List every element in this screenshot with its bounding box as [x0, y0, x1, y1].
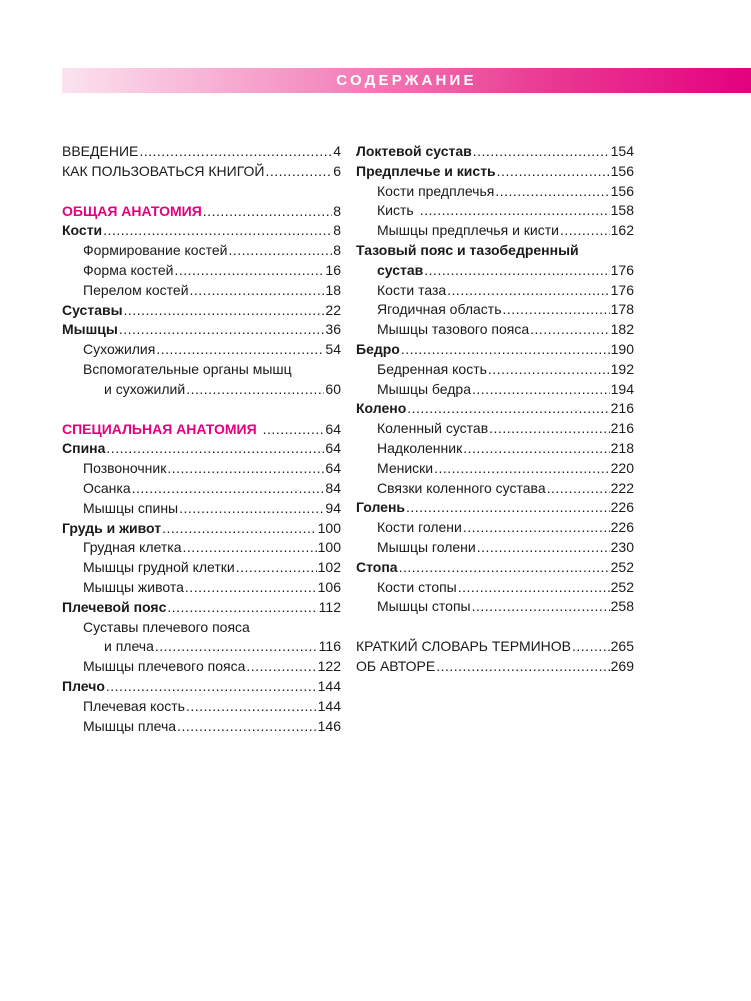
toc-page-number: 144 — [317, 677, 341, 694]
toc-entry-label: Позвоночник — [83, 460, 167, 477]
toc-entry-label: Мышцы грудной клетки — [83, 559, 235, 576]
toc-page-number: 158 — [610, 202, 634, 219]
toc-page-number: 226 — [610, 499, 634, 516]
toc-entry-label: Голень — [356, 499, 405, 516]
toc-leader — [530, 320, 610, 340]
toc-leader — [106, 677, 317, 697]
toc-subentry-menisci[interactable] — [356, 459, 634, 479]
toc-page-number: 22 — [325, 301, 341, 318]
toc-leader — [406, 498, 610, 518]
toc-entry-forearm-hand[interactable] — [356, 162, 634, 182]
toc-entry-chest-abdomen[interactable] — [62, 519, 341, 539]
toc-entry-label: Мышцы плечевого пояса — [83, 658, 246, 675]
toc-page-number: 222 — [610, 479, 634, 496]
toc-page-number: 102 — [317, 559, 341, 576]
toc-right-column — [356, 142, 634, 677]
toc-entry-label: Вспомогательные органы мышц — [83, 360, 292, 377]
toc-page-number: 64 — [325, 420, 341, 437]
toc-leader — [179, 499, 324, 519]
toc-page-number: 54 — [325, 341, 341, 358]
toc-page-number: 156 — [610, 162, 634, 179]
toc-leader — [203, 202, 332, 222]
toc-entry-label: Суставы плечевого пояса — [83, 618, 250, 635]
toc-subentry-rib-cage[interactable] — [62, 538, 341, 558]
toc-subentry-spine[interactable] — [62, 459, 341, 479]
toc-entry-foot[interactable] — [356, 558, 634, 578]
toc-leader — [503, 300, 610, 320]
toc-subentry-forearm-bones[interactable] — [356, 182, 634, 202]
toc-subentry-shoulder-girdle-muscles[interactable] — [62, 657, 341, 677]
toc-entry-label: Мышцы бедра — [377, 380, 472, 397]
toc-subentry-shoulder-muscles[interactable] — [62, 717, 341, 737]
toc-subentry-thigh-muscles[interactable] — [356, 380, 634, 400]
toc-leader — [263, 420, 325, 440]
toc-leader — [401, 340, 610, 360]
toc-entry-label: Кисть — [377, 202, 414, 219]
toc-page-number: 194 — [610, 380, 634, 397]
toc-leader — [477, 538, 610, 558]
toc-leader — [547, 479, 610, 499]
toc-page-number: 64 — [325, 460, 341, 477]
toc-left-column — [62, 142, 341, 736]
toc-leader — [162, 519, 317, 539]
toc-page-number: 8 — [333, 222, 341, 239]
toc-leader — [124, 301, 325, 321]
toc-page-number: 100 — [317, 539, 341, 556]
toc-subentry-foot-bones[interactable] — [356, 578, 634, 598]
toc-leader — [177, 717, 317, 737]
toc-subentry-forearm-hand-muscles[interactable] — [356, 221, 634, 241]
toc-entry-label: Кости — [62, 222, 103, 239]
toc-page-number: 122 — [317, 658, 341, 675]
toc-subentry-foot-muscles[interactable] — [356, 597, 634, 617]
toc-leader — [458, 578, 610, 598]
toc-entry-label: КРАТКИЙ СЛОВАРЬ ТЕРМИНОВ — [356, 638, 572, 655]
toc-entry-how-to[interactable] — [62, 162, 341, 182]
page-title: СОДЕРЖАНИЕ — [336, 72, 477, 89]
toc-entry-label: Стопа — [356, 558, 398, 575]
toc-leader — [463, 518, 610, 538]
toc-entry-label: Грудная клетка — [83, 539, 182, 556]
toc-leader — [236, 558, 317, 578]
toc-page-number: 216 — [610, 400, 634, 417]
toc-entry-label: Плечо — [62, 677, 105, 694]
toc-entry-label: КАК ПОЛЬЗОВАТЬСЯ КНИГОЙ — [62, 162, 265, 179]
toc-subentry-bone-shape[interactable] — [62, 261, 341, 281]
toc-entry-label: Формирование костей — [83, 242, 228, 259]
toc-subentry-posture[interactable] — [62, 479, 341, 499]
toc-page-number: 258 — [610, 598, 634, 615]
toc-entry-shoulder[interactable] — [62, 677, 341, 697]
toc-leader — [489, 419, 609, 439]
toc-page-number: 176 — [610, 261, 634, 278]
toc-page-number: 154 — [610, 143, 634, 159]
toc-leader — [420, 201, 610, 221]
toc-entry-label: Спина — [62, 440, 106, 457]
toc-page-number: 4 — [333, 143, 341, 159]
toc-leader — [119, 320, 325, 340]
toc-entry-label: Кости голени — [377, 519, 462, 536]
toc-entry-label: Грудь и живот — [62, 519, 162, 536]
toc-leader — [167, 598, 317, 618]
toc-leader — [434, 459, 610, 479]
toc-page-number: 230 — [610, 538, 634, 555]
toc-entry-label: Мышцы живота — [83, 578, 184, 595]
toc-entry-intro[interactable] — [62, 142, 341, 162]
toc-page-number: 94 — [325, 499, 341, 516]
toc-leader — [472, 380, 610, 400]
toc-entry-label: и плеча — [104, 638, 154, 655]
toc-entry-label: Тазовый пояс и тазобедренный — [356, 241, 579, 258]
toc-entry-bones[interactable] — [62, 221, 341, 241]
toc-subentry-femur[interactable] — [356, 360, 634, 380]
toc-leader — [167, 459, 324, 479]
toc-leader — [132, 479, 325, 499]
toc-section-special-anatomy[interactable] — [62, 420, 341, 440]
toc-subentry-knee-joint[interactable] — [356, 419, 634, 439]
toc-page-number: 176 — [610, 281, 634, 298]
toc-entry-label: Плечевой пояс — [62, 598, 167, 615]
toc-leader — [139, 142, 332, 162]
toc-entry-label: Мышцы плеча — [83, 717, 177, 734]
toc-section-general-anatomy[interactable] — [62, 202, 341, 222]
toc-page-number: 116 — [318, 638, 341, 655]
toc-entry-label: Бедро — [356, 340, 400, 357]
toc-page-number: 162 — [610, 222, 634, 239]
toc-entry-shin[interactable] — [356, 498, 634, 518]
toc-page-number: 218 — [610, 439, 634, 456]
toc-entry-label: Мышцы предплечья и кисти — [377, 222, 559, 239]
toc-entry-label: Мышцы — [62, 321, 118, 338]
toc-subentry-aux-organs[interactable] — [62, 360, 341, 380]
toc-page-number: 156 — [610, 182, 634, 199]
toc-leader — [190, 281, 325, 301]
toc-subentry-patella[interactable] — [356, 439, 634, 459]
toc-entry-label: Колено — [356, 400, 407, 417]
toc-page-number: 64 — [325, 440, 341, 457]
toc-leader — [472, 597, 610, 617]
toc-page-number: 265 — [610, 638, 634, 655]
toc-entry-muscles[interactable] — [62, 320, 341, 340]
toc-entry-label: Кости таза — [377, 281, 447, 298]
toc-page-number: 226 — [610, 519, 634, 536]
toc-entry-thigh[interactable] — [356, 340, 634, 360]
toc-entry-label: Надколенник — [377, 439, 463, 456]
toc-leader — [495, 182, 609, 202]
toc-subentry-shoulder-joints[interactable] — [62, 618, 341, 638]
toc-page-number: 269 — [610, 657, 634, 674]
toc-page-number: 8 — [333, 202, 341, 219]
toc-section-label: ОБЩАЯ АНАТОМИЯ — [62, 202, 202, 219]
toc-entry-label: Кости предплечья — [377, 182, 495, 199]
toc-page-number: 216 — [610, 420, 634, 437]
toc-entry-label: Суставы — [62, 301, 123, 318]
toc-leader — [174, 261, 324, 281]
toc-entry-label: Кости стопы — [377, 578, 457, 595]
toc-entry-joints[interactable] — [62, 301, 341, 321]
toc-leader — [228, 241, 332, 261]
toc-subentry-tendons[interactable] — [62, 340, 341, 360]
toc-leader — [399, 558, 610, 578]
toc-entry-label: Мышцы стопы — [377, 598, 471, 615]
toc-subentry-abdominal-muscles[interactable] — [62, 578, 341, 598]
toc-entry-glossary[interactable] — [356, 637, 634, 657]
toc-subentry-bone-formation[interactable] — [62, 241, 341, 261]
toc-entry-label: Мениски — [377, 459, 434, 476]
toc-entry-pelvis-hip-cont[interactable] — [356, 261, 634, 281]
toc-leader — [186, 697, 317, 717]
toc-page-number: 60 — [325, 380, 341, 397]
toc-leader — [407, 399, 609, 419]
toc-page-number: 106 — [317, 578, 341, 595]
toc-page-number: 8 — [333, 242, 341, 259]
toc-page-number: 36 — [325, 321, 341, 338]
toc-entry-back[interactable] — [62, 439, 341, 459]
toc-leader — [265, 162, 332, 182]
toc-subentry-bone-fracture[interactable] — [62, 281, 341, 301]
toc-page-number: 144 — [317, 697, 341, 714]
toc-entry-label: Локтевой сустав — [356, 143, 472, 159]
toc-section-label: СПЕЦИАЛЬНАЯ АНАТОМИЯ — [62, 420, 257, 437]
toc-entry-knee[interactable] — [356, 399, 634, 419]
toc-entry-label: Ягодичная область — [377, 301, 502, 318]
toc-leader — [155, 637, 318, 657]
toc-subentry-humerus[interactable] — [62, 697, 341, 717]
toc-leader — [488, 360, 610, 380]
toc-page-number: 252 — [610, 558, 634, 575]
toc-entry-label: Коленный сустав — [377, 420, 489, 437]
toc-leader — [572, 637, 610, 657]
toc-page-number: 252 — [610, 578, 634, 595]
toc-page-number: 220 — [610, 459, 634, 476]
toc-leader — [106, 439, 324, 459]
toc-leader — [497, 162, 610, 182]
toc-subentry-chest-muscles[interactable] — [62, 558, 341, 578]
toc-page-number: 190 — [610, 340, 634, 357]
toc-entry-shoulder-girdle[interactable] — [62, 598, 341, 618]
toc-leader — [183, 538, 317, 558]
toc-page-number: 18 — [325, 281, 341, 298]
toc-entry-elbow[interactable] — [356, 142, 634, 162]
toc-entry-label: Перелом костей — [83, 281, 189, 298]
toc-leader — [186, 380, 324, 400]
toc-page-number: 112 — [318, 598, 341, 615]
header-banner — [62, 68, 751, 93]
toc-entry-label: Форма костей — [83, 261, 174, 278]
toc-leader — [447, 281, 609, 301]
toc-page-number: 178 — [610, 301, 634, 318]
toc-page-number: 182 — [610, 321, 634, 338]
toc-entry-label: ОБ АВТОРЕ — [356, 657, 436, 674]
toc-leader — [424, 261, 609, 281]
toc-subentry-hand[interactable] — [356, 201, 634, 221]
toc-entry-label: ВВЕДЕНИЕ — [62, 143, 139, 159]
toc-entry-label: Мышцы тазового пояса — [377, 321, 530, 338]
toc-leader — [103, 221, 332, 241]
toc-entry-about-author[interactable] — [356, 657, 634, 677]
toc-subentry-pelvic-muscles[interactable] — [356, 320, 634, 340]
toc-subentry-pelvic-bones[interactable] — [356, 281, 634, 301]
toc-subentry-knee-ligaments[interactable] — [356, 479, 634, 499]
toc-subentry-aux-organs-cont[interactable] — [62, 380, 341, 400]
toc-entry-label: Осанка — [83, 479, 131, 496]
toc-entry-label: Бедренная кость — [377, 360, 487, 377]
toc-leader — [156, 340, 324, 360]
toc-leader — [185, 578, 317, 598]
toc-page-number: 16 — [325, 261, 341, 278]
toc-subentry-gluteal[interactable] — [356, 300, 634, 320]
toc-entry-label: Плечевая кость — [83, 697, 185, 714]
toc-subentry-shin-muscles[interactable] — [356, 538, 634, 558]
toc-entry-pelvis-hip[interactable] — [356, 241, 634, 261]
toc-leader — [473, 142, 610, 162]
toc-leader — [560, 221, 610, 241]
toc-subentry-back-muscles[interactable] — [62, 499, 341, 519]
toc-entry-label: Мышцы спины — [83, 499, 179, 516]
toc-leader — [463, 439, 609, 459]
toc-entry-label: Связки коленного сустава — [377, 479, 546, 496]
toc-entry-label: и сухожилий — [104, 380, 186, 397]
toc-entry-label: Мышцы голени — [377, 538, 476, 555]
toc-subentry-shoulder-joints-cont[interactable] — [62, 637, 341, 657]
toc-page-number: 192 — [610, 360, 634, 377]
toc-leader — [246, 657, 316, 677]
toc-page-number: 146 — [317, 717, 341, 734]
toc-page-number: 100 — [317, 519, 341, 536]
toc-entry-label: сустав — [377, 261, 424, 278]
toc-page-number: 84 — [325, 479, 341, 496]
toc-leader — [436, 657, 609, 677]
toc-entry-label: Сухожилия — [83, 341, 156, 358]
toc-entry-label: Предплечье и кисть — [356, 162, 496, 179]
toc-subentry-shin-bones[interactable] — [356, 518, 634, 538]
toc-page-number: 6 — [333, 162, 341, 179]
